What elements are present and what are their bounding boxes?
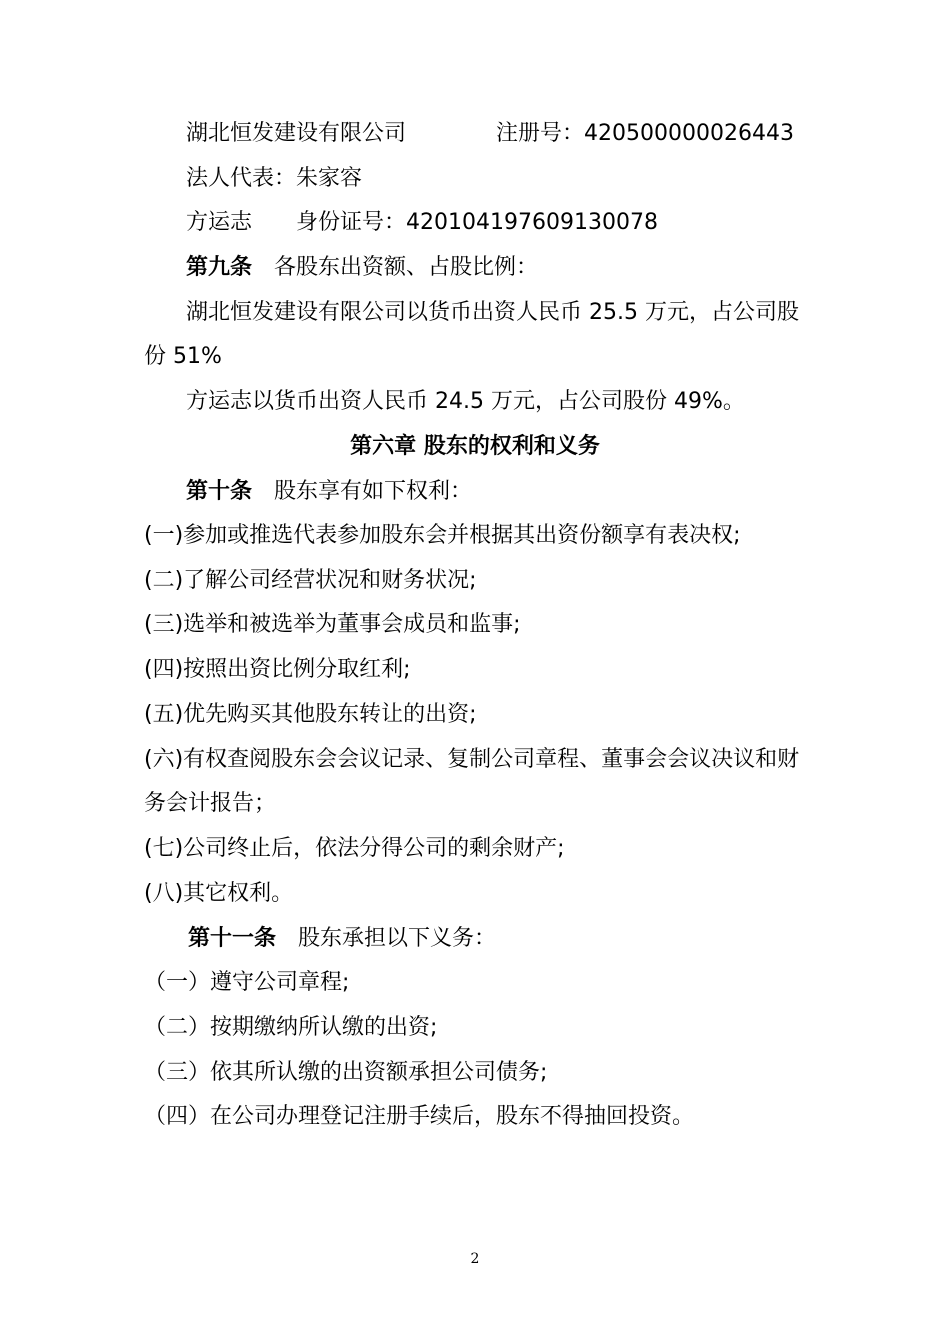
list-item: （二）按期缴纳所认缴的出资; [144,1015,438,1040]
article-9-heading: 第九条 [186,255,253,280]
list-item: (一)参加或推选代表参加股东会并根据其出资份额享有表决权; [144,523,741,548]
article-10 [186,477,472,507]
article-9-company-line-1: 湖北恒发建设有限公司以货币出资人民币 25.5 万元，占公司股 [186,300,799,325]
list-item: (五)优先购买其他股东转让的出资; [144,702,477,727]
article-11 [188,924,496,954]
list-item: (三)选举和被选举为董事会成员和监事; [144,612,521,637]
article-11-heading: 第十一条 [188,926,277,951]
person-id-no: 420104197609130078 [406,210,658,235]
person-id-label: 身份证号： [296,210,407,235]
page-number: 2 [470,1251,480,1267]
article-9-person-line: 方运志以货币出资人民币 24.5 万元，占公司股份 49%。 [186,389,745,414]
article-9 [186,253,538,283]
list-item: (七)公司终止后，依法分得公司的剩余财产; [144,836,565,861]
company-name: 湖北恒发建设有限公司 [186,121,407,146]
list-item: (二)了解公司经营状况和财务状况; [144,568,477,593]
list-item: (八)其它权利。 [144,881,294,906]
person-line [186,208,658,238]
chapter-6-title: 第六章 股东的权利和义务 [350,434,600,459]
list-item: （三）依其所认缴的出资额承担公司债务; [144,1060,548,1085]
legal-rep-line [186,164,362,194]
company-reg-no: 420500000026443 [584,121,794,146]
list-item: 务会计报告； [144,791,277,816]
article-9-text: 各股东出资额、占股比例： [274,255,539,280]
article-9-company-line-2: 份 51% [144,344,222,369]
article-10-heading: 第十条 [186,479,253,504]
legal-rep-label: 法人代表： [186,166,297,191]
company-reg-label: 注册号： [496,121,585,146]
list-item: (四)按照出资比例分取红利; [144,657,411,682]
article-10-text: 股东享有如下权利： [274,479,473,504]
legal-rep-name: 朱家容 [296,166,363,191]
company-line [186,119,794,149]
list-item: （四）在公司办理登记注册手续后，股东不得抽回投资。 [144,1104,695,1129]
list-item: （一）遵守公司章程; [144,970,350,995]
person-name: 方运志 [186,210,253,235]
list-item: (六)有权查阅股东会会议记录、复制公司章程、董事会会议决议和财 [144,747,800,772]
article-11-text: 股东承担以下义务： [298,926,497,951]
